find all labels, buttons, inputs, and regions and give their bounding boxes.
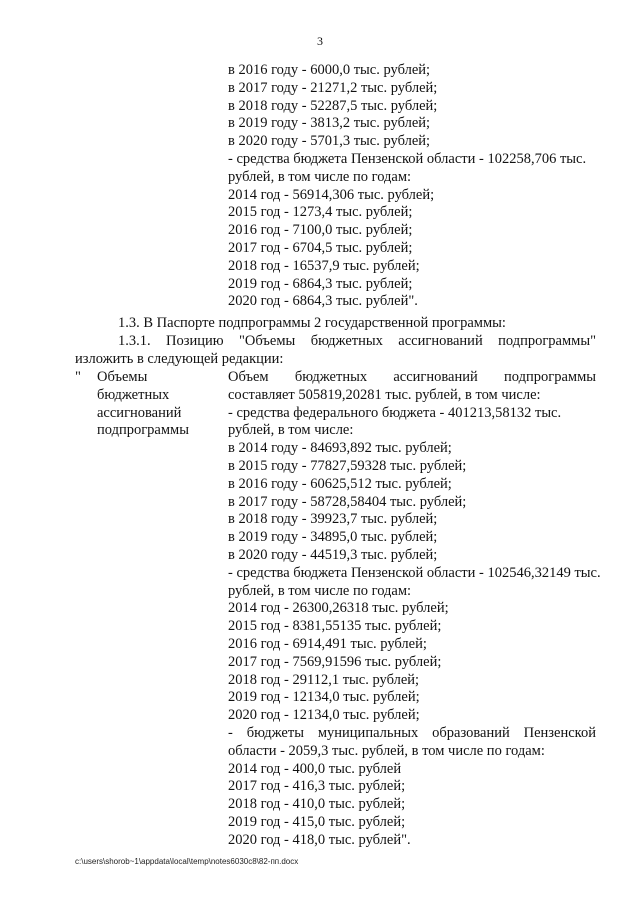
funding-line: в 2018 году - 52287,5 тыс. рублей;	[228, 97, 438, 114]
funding-line: в 2017 году - 21271,2 тыс. рублей;	[228, 79, 438, 96]
funding-line: 2018 год - 16537,9 тыс. рублей;	[228, 257, 420, 274]
funding-line: в 2020 году - 5701,3 тыс. рублей;	[228, 133, 431, 150]
section-heading: 1.3. В Паспорте подпрограммы 2 государственной программы:	[118, 315, 506, 331]
table-content-line: в 2015 году - 77827,59328 тыс. рублей;	[228, 457, 467, 474]
document-file-path: c:\users\shorob~1\appdata\local\temp\notes6030c8\82-пп.docx	[75, 857, 299, 866]
table-content-line: 2019 год - 12134,0 тыс. рублей;	[228, 689, 420, 706]
table-content-line: 2020 год - 418,0 тыс. рублей".	[228, 831, 411, 848]
table-label-line: Объемы	[97, 369, 148, 385]
instruction-paragraph	[75, 333, 596, 369]
funding-line: в 2019 году - 3813,2 тыс. рублей;	[228, 115, 431, 132]
table-content-line: 2017 год - 7569,91596 тыс. рублей;	[228, 653, 442, 670]
table-label-line: ассигнований	[97, 404, 182, 421]
table-content-line: рублей, в том числе по годам:	[228, 582, 412, 599]
instruction-line: 1.3.1. Позицию "Объемы бюджетных ассигнований подпрограммы"	[118, 333, 596, 349]
table-content-line: рублей, в том числе:	[228, 422, 354, 439]
table-content-line: Объем бюджетных ассигнований подпрограммы	[228, 369, 596, 385]
table-content-line: 2019 год - 415,0 тыс. рублей;	[228, 813, 406, 830]
funding-line: - средства бюджета Пензенской области - 102258,706 тыс.	[228, 150, 587, 167]
table-content-line: в 2014 году - 84693,892 тыс. рублей;	[228, 440, 452, 457]
table-content-cell	[228, 369, 601, 850]
table-content-line: в 2018 году - 39923,7 тыс. рублей;	[228, 511, 438, 528]
table-content-line: в 2020 году - 44519,3 тыс. рублей;	[228, 546, 438, 563]
table-content-line: области - 2059,3 тыс. рублей, в том числе по годам:	[228, 742, 545, 759]
table-content-line: 2015 год - 8381,55135 тыс. рублей;	[228, 618, 442, 635]
funding-line: 2014 год - 56914,306 тыс. рублей;	[228, 186, 435, 203]
table-label-line: бюджетных	[97, 386, 170, 403]
table-label-cell	[97, 369, 217, 440]
table-content-line: 2020 год - 12134,0 тыс. рублей;	[228, 707, 420, 724]
table-label-line: подпрограммы	[97, 422, 189, 439]
funding-line: 2020 год - 6864,3 тыс. рублей".	[228, 293, 418, 310]
table-content-line: 2018 год - 410,0 тыс. рублей;	[228, 796, 406, 813]
table-content-line: составляет 505819,20281 тыс. рублей, в том числе:	[228, 386, 541, 403]
table-content-line: 2016 год - 6914,491 тыс. рублей;	[228, 635, 427, 652]
funding-line: рублей, в том числе по годам:	[228, 168, 412, 185]
instruction-line: изложить в следующей редакции:	[75, 350, 284, 367]
table-content-line: 2017 год - 416,3 тыс. рублей;	[228, 778, 406, 795]
table-content-line: 2018 год - 29112,1 тыс. рублей;	[228, 671, 420, 688]
funding-line: 2019 год - 6864,3 тыс. рублей;	[228, 275, 413, 292]
table-content-line: в 2019 году - 34895,0 тыс. рублей;	[228, 529, 438, 546]
funding-continuation-block	[228, 62, 596, 311]
table-content-line: 2014 год - 400,0 тыс. рублей	[228, 760, 402, 777]
table-content-line: в 2016 году - 60625,512 тыс. рублей;	[228, 475, 452, 492]
funding-line: 2016 год - 7100,0 тыс. рублей;	[228, 222, 413, 239]
table-content-line: в 2017 году - 58728,58404 тыс. рублей;	[228, 493, 467, 510]
table-content-line: 2014 год - 26300,26318 тыс. рублей;	[228, 600, 449, 617]
table-content-line: - средства бюджета Пензенской области - 102546,32149 тыс.	[228, 564, 601, 581]
funding-line: в 2016 году - 6000,0 тыс. рублей;	[228, 62, 431, 78]
funding-line: 2017 год - 6704,5 тыс. рублей;	[228, 239, 413, 256]
table-content-line: - средства федерального бюджета - 401213,58132 тыс.	[228, 404, 562, 421]
opening-quote-mark: "	[75, 369, 81, 385]
table-content-line: - бюджеты муниципальных образований Пензенской	[228, 724, 596, 741]
page-number: 3	[317, 34, 323, 48]
funding-line: 2015 год - 1273,4 тыс. рублей;	[228, 204, 413, 221]
